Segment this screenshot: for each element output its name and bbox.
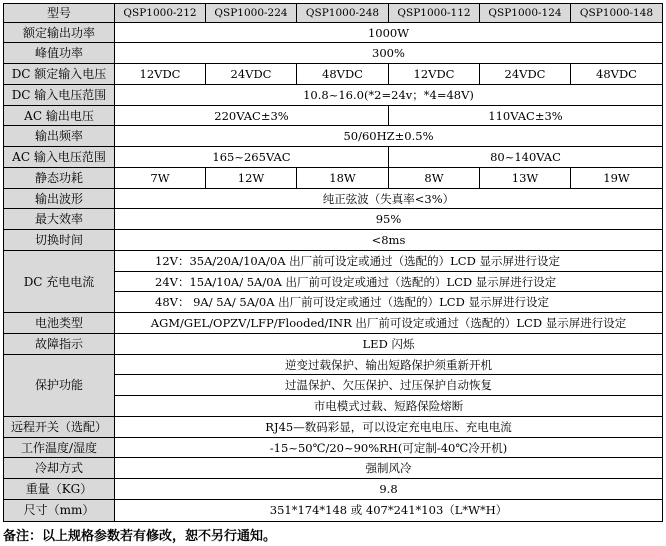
- row-rated-output-power: [4, 22, 663, 43]
- cell-value: 50/60HZ±0.5%: [115, 126, 663, 147]
- cell-value: 13W: [480, 167, 571, 188]
- cell-value: 80~140VAC: [389, 147, 663, 168]
- model-name: QSP1000-112: [389, 4, 480, 23]
- row-label: DC 充电电流: [4, 250, 115, 312]
- row-label: 输出波形: [4, 188, 115, 209]
- cell-value: 9.8: [115, 479, 663, 500]
- cell-value: 24VDC: [480, 64, 571, 85]
- cell-value: 24V：15A/10A/ 5A/0A 出厂前可设定或通过（选配的）LCD 显示屏进行设定: [115, 271, 663, 292]
- row-label: DC 输入电压范围: [4, 84, 115, 105]
- cell-value: 7W: [115, 167, 206, 188]
- cell-value: 12V：35A/20A/10A/0A 出厂前可设定或通过（选配的）LCD 显示屏进行设定: [115, 250, 663, 271]
- row-label: 工作温度/湿度: [4, 437, 115, 458]
- row-static-power: [4, 167, 663, 188]
- cell-value: 95%: [115, 209, 663, 230]
- cell-value: 过温保护、欠压保护、过压保护自动恢复: [115, 375, 663, 396]
- cell-value: 18W: [297, 167, 389, 188]
- row-label: 峰值功率: [4, 43, 115, 64]
- cell-value: 24VDC: [206, 64, 297, 85]
- row-dc-input-voltage-range: [4, 84, 663, 105]
- row-max-efficiency: [4, 209, 663, 230]
- row-remote-switch: [4, 416, 663, 437]
- model-name: QSP1000-248: [297, 4, 389, 23]
- cell-value: RJ45—数码彩显，可以设定充电电压、充电电流: [115, 416, 663, 437]
- row-label: 故障指示: [4, 333, 115, 354]
- cell-value: 220VAC±3%: [115, 105, 389, 126]
- row-label: 切换时间: [4, 230, 115, 251]
- row-fault-indication: [4, 333, 663, 354]
- row-label: 远程开关（选配）: [4, 416, 115, 437]
- cell-value: 12W: [206, 167, 297, 188]
- row-operating-temp: [4, 437, 663, 458]
- model-label: 型号: [4, 4, 115, 23]
- cell-value: <8ms: [115, 230, 663, 251]
- row-battery-type: [4, 313, 663, 334]
- cell-value: 强制风冷: [115, 458, 663, 479]
- row-switch-time: [4, 230, 663, 251]
- row-output-waveform: [4, 188, 663, 209]
- row-dc-charge-current: [4, 250, 663, 271]
- row-output-frequency: [4, 126, 663, 147]
- row-dc-rated-input-voltage: [4, 64, 663, 85]
- row-label: 重量（KG）: [4, 479, 115, 500]
- cell-value: 165~265VAC: [115, 147, 389, 168]
- row-label: 输出频率: [4, 126, 115, 147]
- cell-value: 1000W: [115, 22, 663, 43]
- cell-value: 10.8~16.0(*2=24v；*4=48V): [115, 84, 663, 105]
- row-dimensions: [4, 499, 663, 521]
- row-protection: [4, 354, 663, 375]
- cell-value: 12VDC: [115, 64, 206, 85]
- row-label: 电池类型: [4, 313, 115, 334]
- footnote: 备注：以上规格参数若有修改，恕不另行通知。: [3, 529, 277, 544]
- row-label: 保护功能: [4, 354, 115, 416]
- cell-value: 48V： 9A/ 5A/ 5A/0A 出厂前可设定或通过（选配的）LCD 显示屏进行设定: [115, 292, 663, 313]
- cell-value: 300%: [115, 43, 663, 64]
- cell-value: 纯正弦波（失真率<3%）: [115, 188, 663, 209]
- row-label: DC 额定输入电压: [4, 64, 115, 85]
- cell-value: -15~50℃/20~90%RH(可定制-40℃冷开机): [115, 437, 663, 458]
- cell-value: 19W: [571, 167, 663, 188]
- model-name: QSP1000-224: [206, 4, 297, 23]
- cell-value: LED 闪烁: [115, 333, 663, 354]
- row-cooling: [4, 458, 663, 479]
- model-name: QSP1000-124: [480, 4, 571, 23]
- row-peak-power: [4, 43, 663, 64]
- model-name: QSP1000-212: [115, 4, 206, 23]
- cell-value: 351*174*148 或 407*241*103（L*W*H）: [115, 499, 663, 521]
- row-label: AC 输出电压: [4, 105, 115, 126]
- cell-value: AGM/GEL/OPZV/LFP/Flooded/INR 出厂前可设定或通过（选配的）LCD 显示屏进行设定: [115, 313, 663, 334]
- row-label: 额定输出功率: [4, 22, 115, 43]
- row-label: 冷却方式: [4, 458, 115, 479]
- model-name: QSP1000-148: [571, 4, 663, 23]
- cell-value: 8W: [389, 167, 480, 188]
- spec-table: [3, 3, 663, 522]
- row-label: AC 输入电压范围: [4, 147, 115, 168]
- row-ac-input-voltage-range: [4, 147, 663, 168]
- cell-value: 逆变过载保护、输出短路保护须重新开机: [115, 354, 663, 375]
- row-label: 静态功耗: [4, 167, 115, 188]
- row-weight: [4, 479, 663, 500]
- cell-value: 48VDC: [297, 64, 389, 85]
- cell-value: 12VDC: [389, 64, 480, 85]
- cell-value: 48VDC: [571, 64, 663, 85]
- row-label: 最大效率: [4, 209, 115, 230]
- cell-value: 110VAC±3%: [389, 105, 663, 126]
- cell-value: 市电模式过载、短路保险熔断: [115, 396, 663, 417]
- header-row: [4, 4, 663, 23]
- row-ac-output-voltage: [4, 105, 663, 126]
- row-label: 尺寸（mm）: [4, 499, 115, 521]
